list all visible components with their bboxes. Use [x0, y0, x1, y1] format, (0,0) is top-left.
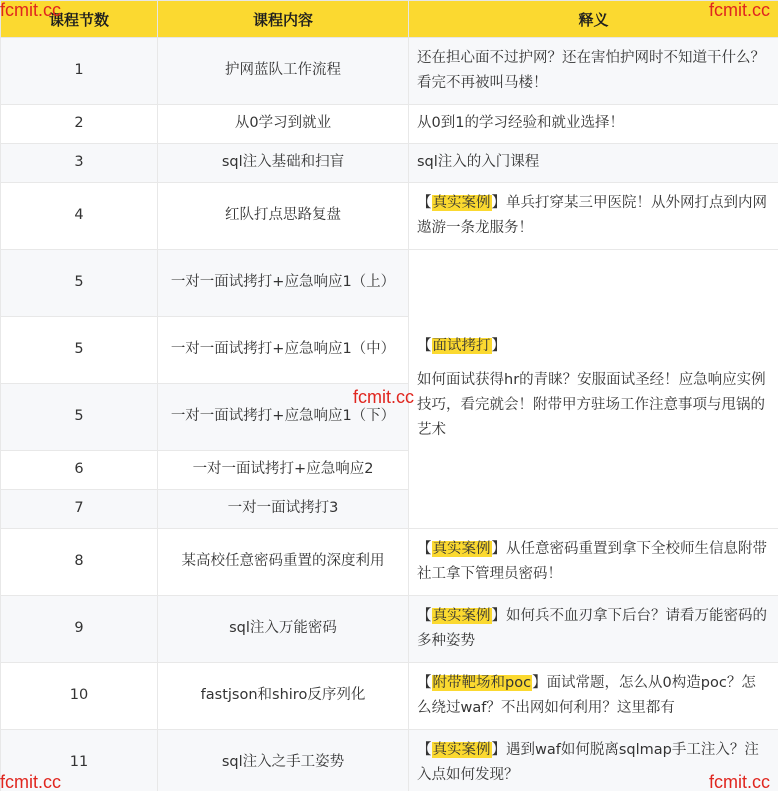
watermark-top-left: fcmit.cc — [0, 0, 61, 20]
course-title: 一对一面试拷打+应急响应1（上） — [158, 250, 409, 317]
course-title: sql注入万能密码 — [158, 596, 409, 663]
highlight-tag: 附带靶场和poc — [432, 674, 532, 691]
description-text: 遇到waf如何脱离sqlmap手工注入？注入点如何发现？ — [417, 741, 759, 783]
lesson-number: 9 — [1, 596, 158, 663]
lesson-number: 4 — [1, 183, 158, 250]
table-row — [1, 663, 778, 730]
watermark-top-right: fcmit.cc — [709, 0, 770, 20]
highlight-tag: 真实案例 — [432, 194, 491, 211]
course-title: 一对一面试拷打3 — [158, 490, 409, 529]
course-title: sql注入之手工姿势 — [158, 730, 409, 791]
header-description: 释义 — [409, 1, 778, 38]
course-title: 一对一面试拷打+应急响应1（下） — [158, 384, 409, 451]
description-text: 从任意密码重置到拿下全校师生信息附带社工拿下管理员密码！ — [417, 540, 767, 582]
course-description: 【真实案例】遇到waf如何脱离sqlmap手工注入？注入点如何发现？ — [409, 730, 778, 791]
course-title: 护网蓝队工作流程 — [158, 38, 409, 105]
watermark-bottom-left: fcmit.cc — [0, 772, 61, 791]
course-title: 某高校任意密码重置的深度利用 — [158, 529, 409, 596]
course-description — [409, 250, 778, 529]
lesson-number: 5 — [1, 384, 158, 451]
lesson-number: 6 — [1, 451, 158, 490]
course-description: 【附带靶场和poc】面试常题，怎么从0构造poc？怎么绕过waf？不出网如何利用？这里都有 — [409, 663, 778, 730]
description-text: 面试常题，怎么从0构造poc？怎么绕过waf？不出网如何利用？这里都有 — [417, 674, 756, 716]
table-row — [1, 105, 778, 144]
course-title: sql注入基础和扫盲 — [158, 144, 409, 183]
table-row — [1, 730, 778, 791]
course-title: 从0学习到就业 — [158, 105, 409, 144]
description-text: sql注入的入门课程 — [417, 154, 540, 171]
table-row — [1, 596, 778, 663]
description-text: 如何兵不血刃拿下后台？请看万能密码的多种姿势 — [417, 607, 767, 649]
course-title: 一对一面试拷打+应急响应2 — [158, 451, 409, 490]
lesson-number: 10 — [1, 663, 158, 730]
header-lesson-number: 课程节数 — [1, 1, 158, 38]
lesson-number: 8 — [1, 529, 158, 596]
table-row — [1, 38, 778, 105]
highlight-tag: 真实案例 — [432, 741, 491, 758]
lesson-number: 2 — [1, 105, 158, 144]
course-title: fastjson和shiro反序列化 — [158, 663, 409, 730]
lesson-number: 1 — [1, 38, 158, 105]
table-row — [1, 144, 778, 183]
description-text: 如何面试获得hr的青睐？安服面试圣经！应急响应实例技巧，看完就会！附带甲方驻场工作注意事项与甩锅的艺术 — [417, 371, 766, 439]
course-description: 【真实案例】从任意密码重置到拿下全校师生信息附带社工拿下管理员密码！ — [409, 529, 778, 596]
description-text: 从0到1的学习经验和就业选择！ — [417, 115, 624, 132]
table-row — [1, 529, 778, 596]
course-description — [409, 144, 778, 183]
course-title: 红队打点思路复盘 — [158, 183, 409, 250]
description-text: 还在担心面不过护网？还在害怕护网时不知道干什么？看完不再被叫马楼！ — [417, 49, 765, 91]
highlight-tag: 面试拷打 — [432, 338, 491, 355]
highlight-tag: 真实案例 — [432, 607, 491, 624]
lesson-number: 3 — [1, 144, 158, 183]
lesson-number: 11 — [1, 730, 158, 791]
description-text: 单兵打穿某三甲医院！从外网打点到内网遨游一条龙服务！ — [417, 194, 767, 236]
course-description: 【真实案例】单兵打穿某三甲医院！从外网打点到内网遨游一条龙服务！ — [409, 183, 778, 250]
lesson-number: 5 — [1, 250, 158, 317]
header-course-content: 课程内容 — [158, 1, 409, 38]
table-row — [1, 250, 778, 317]
course-title: 一对一面试拷打+应急响应1（中） — [158, 317, 409, 384]
course-description — [409, 105, 778, 144]
highlight-tag: 真实案例 — [432, 540, 491, 557]
course-description: 【真实案例】如何兵不血刃拿下后台？请看万能密码的多种姿势 — [409, 596, 778, 663]
table-header-row — [1, 1, 778, 38]
table-row — [1, 183, 778, 250]
lesson-number: 5 — [1, 317, 158, 384]
course-description — [409, 38, 778, 105]
lesson-number: 7 — [1, 490, 158, 529]
description-tag-line: 【面试拷打】 — [417, 338, 506, 355]
watermark-center: fcmit.cc — [353, 387, 414, 407]
watermark-bottom-right: fcmit.cc — [709, 772, 770, 791]
